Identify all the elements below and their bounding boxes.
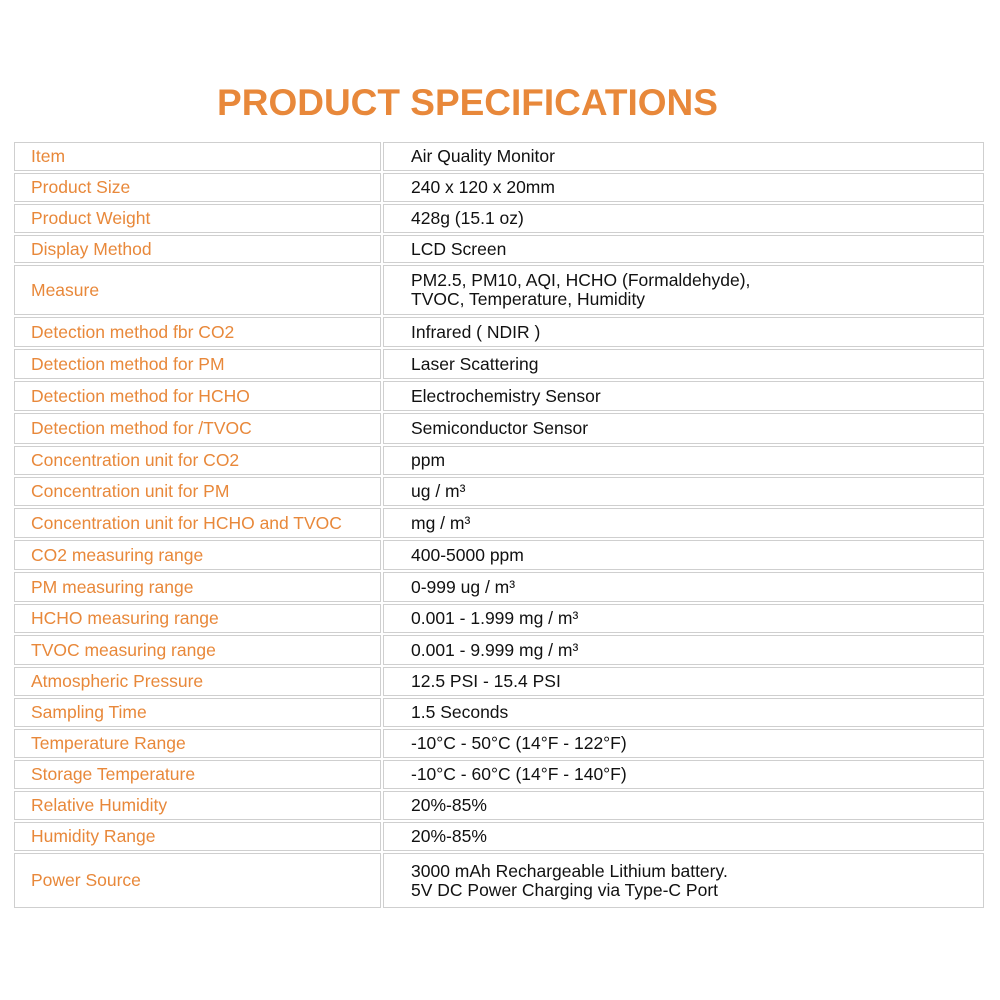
spec-value-line: Semiconductor Sensor (411, 418, 589, 438)
spec-row (14, 446, 984, 475)
spec-row (14, 822, 984, 851)
spec-row (14, 381, 984, 411)
spec-label: Concentration unit for PM (14, 477, 381, 506)
spec-value-line: 0.001 - 1.999 mg / m³ (411, 608, 579, 628)
spec-value-line: LCD Screen (411, 238, 507, 259)
spec-label: Storage Temperature (14, 760, 381, 789)
spec-row (14, 349, 984, 379)
spec-value (383, 235, 984, 263)
spec-row (14, 760, 984, 789)
spec-value (383, 265, 984, 315)
spec-value-line: TVOC, Temperature, Humidity (411, 289, 646, 309)
spec-value (383, 667, 984, 696)
spec-value-line: ug / m³ (411, 481, 466, 501)
spec-value (383, 381, 984, 411)
spec-value (383, 822, 984, 851)
spec-value (383, 540, 984, 570)
spec-value-line: PM2.5, PM10, AQI, HCHO (Formaldehyde), (411, 270, 751, 290)
spec-label: Measure (14, 265, 381, 315)
spec-row (14, 604, 984, 633)
spec-row (14, 317, 984, 347)
spec-value (383, 635, 984, 665)
spec-value-line: Electrochemistry Sensor (411, 385, 601, 406)
spec-row (14, 540, 984, 570)
spec-row (14, 142, 984, 171)
spec-label: Concentration unit for HCHO and TVOC (14, 508, 381, 538)
spec-value (383, 572, 984, 602)
spec-value (383, 853, 984, 908)
spec-row (14, 667, 984, 696)
spec-value-line: 20%-85% (411, 795, 487, 815)
spec-row (14, 413, 984, 444)
spec-value-line: 1.5 Seconds (411, 702, 509, 722)
spec-value (383, 477, 984, 506)
spec-label: PM measuring range (14, 572, 381, 602)
spec-label: Item (14, 142, 381, 171)
spec-value-line: 0.001 - 9.999 mg / m³ (411, 639, 579, 660)
spec-value (383, 729, 984, 758)
spec-row (14, 204, 984, 233)
spec-value (383, 317, 984, 347)
spec-value (383, 142, 984, 171)
spec-value (383, 446, 984, 475)
spec-label: Temperature Range (14, 729, 381, 758)
spec-value-line: -10°C - 60°C (14°F - 140°F) (411, 764, 627, 784)
spec-label: Detection method fbr CO2 (14, 317, 381, 347)
spec-row (14, 853, 984, 908)
spec-value-line: 0-999 ug / m³ (411, 576, 516, 597)
spec-value-line: ppm (411, 450, 446, 470)
spec-label: Detection method for HCHO (14, 381, 381, 411)
spec-label: Display Method (14, 235, 381, 263)
spec-label: HCHO measuring range (14, 604, 381, 633)
page-title: PRODUCT SPECIFICATIONS (217, 82, 718, 123)
spec-value (383, 760, 984, 789)
spec-value (383, 791, 984, 820)
spec-label: Product Size (14, 173, 381, 202)
spec-value-line: 5V DC Power Charging via Type-C Port (411, 879, 719, 900)
spec-label: TVOC measuring range (14, 635, 381, 665)
spec-value-line: mg / m³ (411, 512, 471, 533)
spec-value (383, 204, 984, 233)
spec-value-line: Infrared ( NDIR ) (411, 321, 541, 342)
spec-row (14, 508, 984, 538)
spec-row (14, 265, 984, 315)
spec-label: Detection method for /TVOC (14, 413, 381, 444)
spec-value-line: Air Quality Monitor (411, 146, 555, 166)
spec-value (383, 698, 984, 727)
spec-label: Sampling Time (14, 698, 381, 727)
spec-label: Relative Humidity (14, 791, 381, 820)
spec-label: CO2 measuring range (14, 540, 381, 570)
spec-value-line: -10°C - 50°C (14°F - 122°F) (411, 733, 627, 753)
spec-label: Concentration unit for CO2 (14, 446, 381, 475)
spec-label: Atmospheric Pressure (14, 667, 381, 696)
spec-value-line: Laser Scattering (411, 353, 539, 374)
spec-label: Humidity Range (14, 822, 381, 851)
spec-value-line: 240 x 120 x 20mm (411, 177, 555, 197)
spec-label: Product Weight (14, 204, 381, 233)
spec-row (14, 235, 984, 263)
spec-row (14, 791, 984, 820)
spec-row (14, 572, 984, 602)
spec-value-line: 400-5000 ppm (411, 544, 524, 565)
spec-label: Power Source (14, 853, 381, 908)
spec-row (14, 698, 984, 727)
spec-value-line: 3000 mAh Rechargeable Lithium battery. (411, 860, 728, 881)
spec-value (383, 349, 984, 379)
spec-value-line: 428g (15.1 oz) (411, 208, 524, 228)
spec-row (14, 729, 984, 758)
spec-value-line: 12.5 PSI - 15.4 PSI (411, 671, 561, 691)
spec-row (14, 477, 984, 506)
spec-row (14, 635, 984, 665)
spec-value (383, 508, 984, 538)
spec-label: Detection method for PM (14, 349, 381, 379)
spec-value (383, 604, 984, 633)
spec-table (12, 140, 986, 910)
spec-value-line: 20%-85% (411, 826, 487, 846)
spec-value (383, 173, 984, 202)
spec-value (383, 413, 984, 444)
spec-row (14, 173, 984, 202)
